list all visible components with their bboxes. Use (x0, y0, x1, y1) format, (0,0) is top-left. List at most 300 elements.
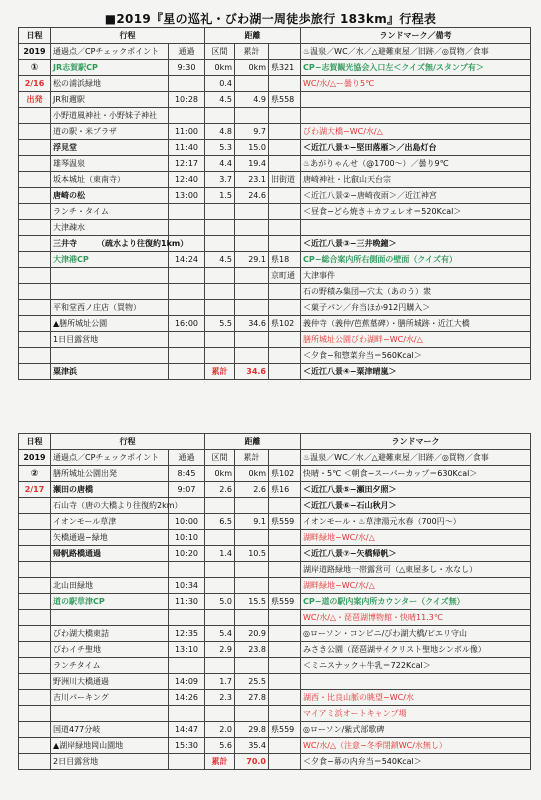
section-km-cell: 0km (205, 466, 235, 482)
header-year: 2019 (19, 44, 51, 60)
landmark-cell: ＜夕食−幕の内弁当＝540Kcal＞ (301, 754, 531, 770)
landmark-cell: ＜近江八景①−堅田落雁＞／出島灯台 (301, 140, 531, 156)
road-cell (269, 364, 301, 380)
table-row (19, 60, 531, 76)
table-row (19, 626, 531, 642)
day-cell (19, 252, 51, 268)
day-cell (19, 236, 51, 252)
road-cell: 京町通 (269, 268, 301, 284)
road-cell (269, 610, 301, 626)
landmark-cell (301, 220, 531, 236)
point-cell: 大津港CP (51, 252, 169, 268)
cumulative-km-cell: 25.5 (235, 674, 269, 690)
point-cell: 唐崎の松 (51, 188, 169, 204)
time-cell: 10:00 (169, 514, 205, 530)
day-cell (19, 172, 51, 188)
day-cell (19, 156, 51, 172)
day-cell (19, 268, 51, 284)
road-cell (269, 546, 301, 562)
cumulative-km-cell: 19.4 (235, 156, 269, 172)
cumulative-km-cell: 10.5 (235, 546, 269, 562)
section-km-cell: 2.0 (205, 722, 235, 738)
total-label: 累計 (205, 364, 235, 380)
road-cell: 県559 (269, 514, 301, 530)
point-cell: JR和邇駅 (51, 92, 169, 108)
day-cell (19, 332, 51, 348)
time-cell: 9:30 (169, 60, 205, 76)
section-km-cell: 4.5 (205, 92, 235, 108)
section-km-cell (205, 348, 235, 364)
time-cell (169, 332, 205, 348)
time-cell: 10:28 (169, 92, 205, 108)
cumulative-km-cell (235, 236, 269, 252)
time-cell (169, 76, 205, 92)
day-cell (19, 498, 51, 514)
cumulative-km-cell (235, 706, 269, 722)
point-cell: 2日目露営地 (51, 754, 169, 770)
total-value: 34.6 (235, 364, 269, 380)
landmark-cell: WC/水/△ー曇り5℃ (301, 76, 531, 92)
cumulative-km-cell (235, 108, 269, 124)
cumulative-km-cell: 0km (235, 466, 269, 482)
header-legend: ♨温泉／WC／水／△避難東屋／旧跡／◎買物／食事 (301, 44, 531, 60)
time-cell (169, 300, 205, 316)
section-km-cell: 0km (205, 60, 235, 76)
time-cell (169, 220, 205, 236)
table-row (19, 76, 531, 92)
road-cell: 県102 (269, 316, 301, 332)
cumulative-km-cell (235, 658, 269, 674)
day-cell (19, 530, 51, 546)
landmark-cell: ＜近江八景④−粟津晴嵐＞ (301, 364, 531, 380)
section-km-cell (205, 658, 235, 674)
section-km-cell (205, 284, 235, 300)
time-cell: 8:45 (169, 466, 205, 482)
cumulative-km-cell: 9.1 (235, 514, 269, 530)
road-cell (269, 578, 301, 594)
day-cell: 2/17 (19, 482, 51, 498)
cumulative-km-cell: 20.9 (235, 626, 269, 642)
point-cell (51, 562, 169, 578)
landmark-cell: びわ湖大橋−WC/水/△ (301, 124, 531, 140)
point-cell: びわ湖大橋東詰 (51, 626, 169, 642)
time-cell (169, 108, 205, 124)
landmark-cell: ◎ローソン・コンビニ/びわ湖大橋/ピエリ守山 (301, 626, 531, 642)
road-cell (269, 284, 301, 300)
point-cell: 野洲川大橋通過 (51, 674, 169, 690)
time-cell: 12:40 (169, 172, 205, 188)
landmark-cell: ＜菓子パン／弁当ほか912円購入＞ (301, 300, 531, 316)
point-cell (51, 348, 169, 364)
landmark-cell: WC/水/△（注意−冬季閉鎖WC/水無し） (301, 738, 531, 754)
table-row (19, 156, 531, 172)
header-ruikei: 累計 (235, 450, 269, 466)
table-row (19, 348, 531, 364)
landmark-cell (301, 108, 531, 124)
time-cell: 13:00 (169, 188, 205, 204)
cumulative-km-cell (235, 578, 269, 594)
section-km-cell (205, 498, 235, 514)
header-nittei: 日程 (19, 434, 51, 450)
day-cell (19, 514, 51, 530)
cumulative-km-cell (235, 348, 269, 364)
landmark-cell: ♨あがりゃんせ（@1700〜）／曇り9℃ (301, 156, 531, 172)
section-km-cell (205, 706, 235, 722)
cumulative-km-cell: 23.1 (235, 172, 269, 188)
landmark-cell: ＜ミニスナック＋牛乳＝722Kcal＞ (301, 658, 531, 674)
section-km-cell (205, 578, 235, 594)
point-cell: 吉川パーキング (51, 690, 169, 706)
road-cell (269, 140, 301, 156)
table-row (19, 300, 531, 316)
table-row (19, 690, 531, 706)
road-cell (269, 690, 301, 706)
section-km-cell: 5.3 (205, 140, 235, 156)
header-legend: ♨温泉／WC／水／△避難東屋／旧跡／◎買物／食事 (301, 450, 531, 466)
total-value: 70.0 (235, 754, 269, 770)
landmark-cell: 石の野積み集団—穴太（あのう）衆 (301, 284, 531, 300)
day-cell: 出発 (19, 92, 51, 108)
day-cell (19, 300, 51, 316)
section-km-cell (205, 108, 235, 124)
landmark-cell: ＜近江八景⑤−瀬田夕照＞ (301, 482, 531, 498)
point-cell: 浮見堂 (51, 140, 169, 156)
table-row (19, 546, 531, 562)
day-cell (19, 348, 51, 364)
landmark-cell (301, 92, 531, 108)
table-row (19, 642, 531, 658)
cumulative-km-cell: 0km (235, 60, 269, 76)
point-cell: 雄琴温泉 (51, 156, 169, 172)
table-row (19, 754, 531, 770)
landmark-cell: CP−志賀観光協会入口左＜クイズ無/スタンプ有＞ (301, 60, 531, 76)
cumulative-km-cell (235, 220, 269, 236)
point-cell: 道の駅・米プラザ (51, 124, 169, 140)
time-cell: 16:00 (169, 316, 205, 332)
day-cell (19, 642, 51, 658)
time-cell: 12:35 (169, 626, 205, 642)
section-km-cell: 4.4 (205, 156, 235, 172)
time-cell (169, 610, 205, 626)
cumulative-km-cell: 35.4 (235, 738, 269, 754)
table-row (19, 316, 531, 332)
time-cell: 14:09 (169, 674, 205, 690)
section-km-cell: 5.0 (205, 594, 235, 610)
section-km-cell: 1.4 (205, 546, 235, 562)
landmark-cell: CP−道の駅内案内所カウンター（クイズ無） (301, 594, 531, 610)
table-row (19, 140, 531, 156)
point-cell: JR志賀駅CP (51, 60, 169, 76)
cumulative-km-cell (235, 610, 269, 626)
header-landmark-biko: ランドマーク／備考 (301, 28, 531, 44)
road-cell (269, 562, 301, 578)
landmark-cell: みさき公園（琵琶湖サイクリスト聖地シンボル像） (301, 642, 531, 658)
day-cell (19, 626, 51, 642)
point-cell: 松の浦浜緑地 (51, 76, 169, 92)
cumulative-km-cell (235, 76, 269, 92)
point-cell: ▲膳所城址公園 (51, 316, 169, 332)
landmark-cell: ＜近江八景②−唐崎夜雨＞／近江神宮 (301, 188, 531, 204)
landmark-cell: 大津事件 (301, 268, 531, 284)
cumulative-km-cell: 23.8 (235, 642, 269, 658)
table-row (19, 722, 531, 738)
road-cell (269, 188, 301, 204)
point-cell: 大津疎水 (51, 220, 169, 236)
point-cell (51, 706, 169, 722)
point-cell: ▲湖岸緑地岡山園地 (51, 738, 169, 754)
section-km-cell: 5.5 (205, 316, 235, 332)
landmark-cell: 湖西・比良山脈の眺望−WC/水 (301, 690, 531, 706)
point-cell: 平和堂西ノ庄店（買物） (51, 300, 169, 316)
day-cell (19, 204, 51, 220)
point-cell (51, 268, 169, 284)
time-cell: 10:10 (169, 530, 205, 546)
road-cell (269, 124, 301, 140)
road-cell (269, 348, 301, 364)
section-km-cell (205, 268, 235, 284)
table-row (19, 514, 531, 530)
section-km-cell: 4.8 (205, 124, 235, 140)
total-label: 累計 (205, 754, 235, 770)
landmark-cell: ◎ローソン/紫式部歌碑 (301, 722, 531, 738)
day-cell (19, 706, 51, 722)
day-cell (19, 140, 51, 156)
point-cell (51, 610, 169, 626)
road-cell (269, 530, 301, 546)
table-row (19, 124, 531, 140)
table-row (19, 284, 531, 300)
table-row (19, 498, 531, 514)
day-cell (19, 316, 51, 332)
landmark-cell: イオンモール・♨草津湯元水春（700円〜） (301, 514, 531, 530)
point-cell: 1日目露営地 (51, 332, 169, 348)
table-row (19, 674, 531, 690)
table-row (19, 530, 531, 546)
day-cell (19, 610, 51, 626)
header-kyori: 距離 (205, 28, 301, 44)
cumulative-km-cell: 9.7 (235, 124, 269, 140)
day-cell (19, 578, 51, 594)
road-cell: 県559 (269, 722, 301, 738)
section-km-cell: 2.9 (205, 642, 235, 658)
section-km-cell: 3.7 (205, 172, 235, 188)
road-cell (269, 204, 301, 220)
day-cell (19, 108, 51, 124)
road-cell (269, 156, 301, 172)
table-row (19, 172, 531, 188)
table-row (19, 204, 531, 220)
cumulative-km-cell: 27.8 (235, 690, 269, 706)
table-row (19, 332, 531, 348)
landmark-cell: ＜近江八景⑥−石山秋月＞ (301, 498, 531, 514)
cumulative-km-cell: 24.6 (235, 188, 269, 204)
time-cell (169, 284, 205, 300)
section-km-cell (205, 236, 235, 252)
landmark-cell: マイアミ浜オートキャンプ場 (301, 706, 531, 722)
point-cell: 帰帆路橋通過 (51, 546, 169, 562)
day1-schedule-table (18, 27, 531, 380)
landmark-cell: ＜夕食−和惣菜弁当＝560Kcal＞ (301, 348, 531, 364)
landmark-cell: 膳所城址公園びわ湖畔−WC/水/△ (301, 332, 531, 348)
road-cell (269, 754, 301, 770)
cumulative-km-cell (235, 498, 269, 514)
point-cell: 三井寺 （疏水より往復約1km） (51, 236, 169, 252)
landmark-cell: CP−総合案内所右側面の壁面（クイズ有） (301, 252, 531, 268)
cumulative-km-cell (235, 204, 269, 220)
day-cell (19, 674, 51, 690)
header-kukan: 区間 (205, 44, 235, 60)
landmark-cell: ＜昼食−どら焼き＋カフェレオ＝520Kcal＞ (301, 204, 531, 220)
header-kyori: 距離 (205, 434, 301, 450)
road-cell: 県321 (269, 60, 301, 76)
day-cell (19, 738, 51, 754)
day-cell (19, 220, 51, 236)
point-cell: 道の駅草津CP (51, 594, 169, 610)
landmark-cell: 快晴・5℃ ＜朝食−スーパーカップ＝630Kcal＞ (301, 466, 531, 482)
table-row (19, 706, 531, 722)
cumulative-km-cell (235, 284, 269, 300)
day-cell (19, 658, 51, 674)
table-row (19, 188, 531, 204)
cumulative-km-cell (235, 562, 269, 578)
time-cell: 10:20 (169, 546, 205, 562)
cumulative-km-cell (235, 332, 269, 348)
header-tsuka: 通過 (169, 44, 205, 60)
road-cell (269, 220, 301, 236)
day-cell: ② (19, 466, 51, 482)
point-cell: びわイチ聖地 (51, 642, 169, 658)
road-cell (269, 738, 301, 754)
landmark-cell: 唐崎神社・比叡山天台宗 (301, 172, 531, 188)
cumulative-km-cell: 15.0 (235, 140, 269, 156)
road-cell: 県558 (269, 92, 301, 108)
point-cell: 矢橋通過−緑地 (51, 530, 169, 546)
table-row (19, 466, 531, 482)
road-cell (269, 674, 301, 690)
section-km-cell (205, 610, 235, 626)
table-row (19, 658, 531, 674)
header-kukan: 区間 (205, 450, 235, 466)
time-cell (169, 754, 205, 770)
landmark-cell: 湖畔緑地−WC/水/△ (301, 530, 531, 546)
section-km-cell: 1.7 (205, 674, 235, 690)
day-cell (19, 594, 51, 610)
day-cell (19, 690, 51, 706)
cumulative-km-cell: 2.6 (235, 482, 269, 498)
section-km-cell: 2.6 (205, 482, 235, 498)
table-row (19, 562, 531, 578)
point-cell: 粟津浜 (51, 364, 169, 380)
landmark-cell: 義仲寺（義仲/芭蕉墓碑）・膳所城跡・近江大橋 (301, 316, 531, 332)
time-cell: 15:30 (169, 738, 205, 754)
header-point: 通過点／CPチェックポイント (51, 44, 169, 60)
section-km-cell: 6.5 (205, 514, 235, 530)
cumulative-km-cell: 34.6 (235, 316, 269, 332)
table-row (19, 610, 531, 626)
section-km-cell: 5.4 (205, 626, 235, 642)
header-point: 通過点／CPチェックポイント (51, 450, 169, 466)
header-tsuka: 通過 (169, 450, 205, 466)
road-cell: 県16 (269, 482, 301, 498)
point-cell: ランチ・タイム (51, 204, 169, 220)
day-cell (19, 284, 51, 300)
time-cell (169, 658, 205, 674)
time-cell: 11:40 (169, 140, 205, 156)
table-row (19, 738, 531, 754)
point-cell: 石山寺（唐の大橋より往復約2km） (51, 498, 169, 514)
header-nittei: 日程 (19, 28, 51, 44)
cumulative-km-cell: 15.5 (235, 594, 269, 610)
section-km-cell (205, 204, 235, 220)
road-cell (269, 626, 301, 642)
table-row (19, 220, 531, 236)
cumulative-km-cell (235, 530, 269, 546)
point-cell: 北山田緑地 (51, 578, 169, 594)
landmark-cell: 湖畔緑地−WC/水/△ (301, 578, 531, 594)
landmark-cell: WC/水/△・琵琶湖博物館・快晴11.3℃ (301, 610, 531, 626)
section-km-cell (205, 530, 235, 546)
day-cell (19, 562, 51, 578)
day-cell (19, 722, 51, 738)
section-km-cell (205, 300, 235, 316)
time-cell: 11:00 (169, 124, 205, 140)
header-landmark: ランドマーク (301, 434, 531, 450)
table-row (19, 594, 531, 610)
time-cell: 14:24 (169, 252, 205, 268)
point-cell: イオンモール草津 (51, 514, 169, 530)
table-row (19, 108, 531, 124)
table-row (19, 252, 531, 268)
section-km-cell (205, 562, 235, 578)
cumulative-km-cell: 29.1 (235, 252, 269, 268)
landmark-cell (301, 674, 531, 690)
day-cell (19, 546, 51, 562)
time-cell: 14:47 (169, 722, 205, 738)
table-row (19, 482, 531, 498)
section-km-cell: 4.5 (205, 252, 235, 268)
time-cell (169, 348, 205, 364)
day-cell (19, 364, 51, 380)
day-cell: ① (19, 60, 51, 76)
road-cell: 県18 (269, 252, 301, 268)
cumulative-km-cell (235, 300, 269, 316)
cumulative-km-cell: 29.8 (235, 722, 269, 738)
section-km-cell: 0.4 (205, 76, 235, 92)
time-cell (169, 706, 205, 722)
section-km-cell: 2.3 (205, 690, 235, 706)
time-cell (169, 204, 205, 220)
section-km-cell: 1.5 (205, 188, 235, 204)
header-ruikei: 累計 (235, 44, 269, 60)
road-cell (269, 658, 301, 674)
day2-schedule-table (18, 433, 531, 770)
day-cell (19, 754, 51, 770)
cumulative-km-cell: 4.9 (235, 92, 269, 108)
landmark-cell: ＜近江八景⑦−矢橋帰帆＞ (301, 546, 531, 562)
time-cell: 10:34 (169, 578, 205, 594)
day-cell (19, 188, 51, 204)
header-year: 2019 (19, 450, 51, 466)
time-cell (169, 562, 205, 578)
time-cell: 11:30 (169, 594, 205, 610)
day-cell (19, 124, 51, 140)
header-kotei: 行程 (51, 434, 205, 450)
road-cell (269, 642, 301, 658)
section-km-cell (205, 220, 235, 236)
road-cell: 旧街道 (269, 172, 301, 188)
table-row (19, 268, 531, 284)
time-cell: 13:10 (169, 642, 205, 658)
